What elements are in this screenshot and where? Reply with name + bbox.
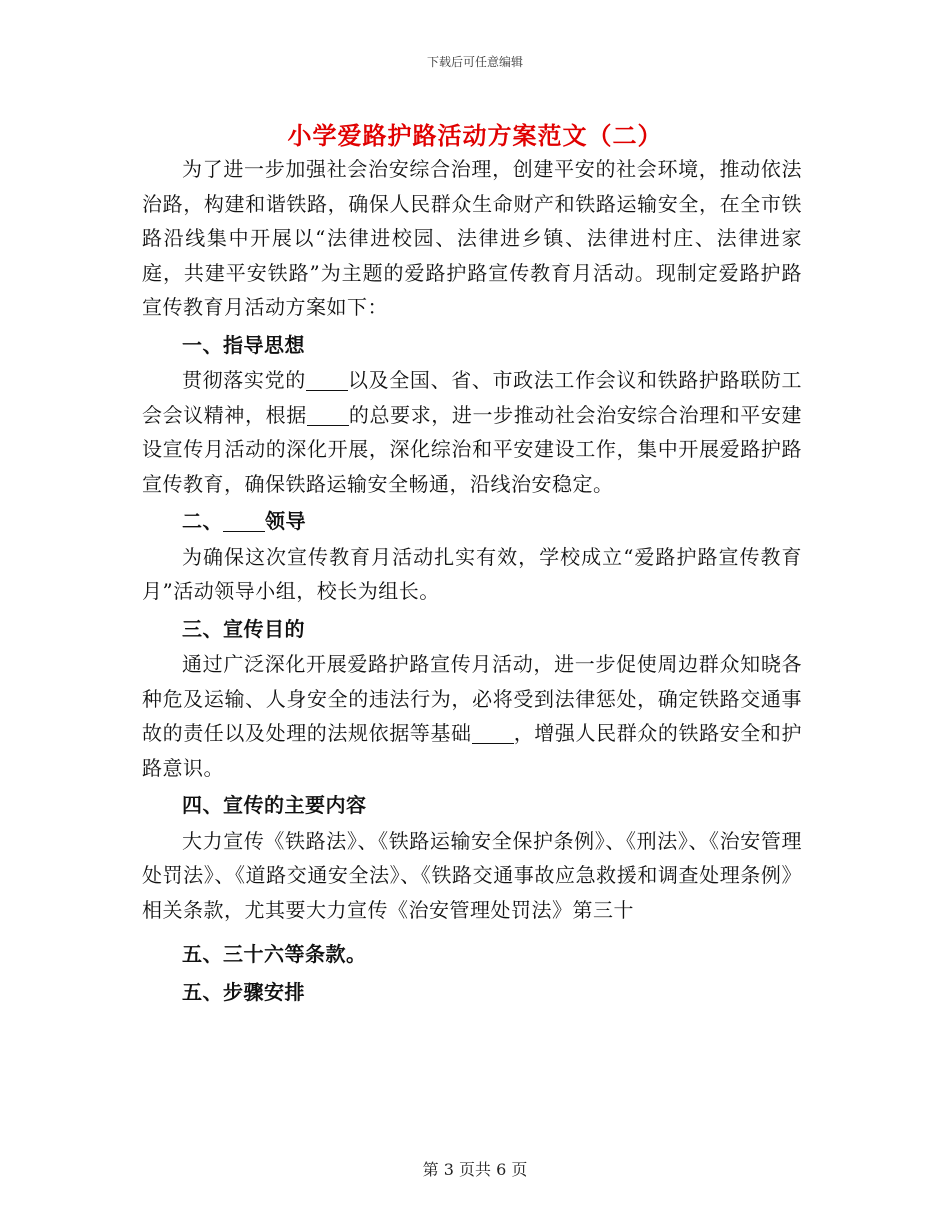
section-4-heading: 四、宣传的主要内容 (182, 793, 367, 817)
section-3-paragraph (142, 647, 802, 785)
section-3-text-a: 通过广泛深化开展爱路护路宣传月活动，进一步促使周边群众知晓各种危及运输、人身安全的违法行为，必将受到法律惩处，确定铁路交通事故的责任以及处理的法规依据等基础 (142, 652, 802, 745)
section-5b-heading: 五、步骤安排 (182, 979, 305, 1004)
header-note: 下载后可任意编辑 (426, 55, 523, 69)
fill-blank (306, 368, 348, 391)
section-2-heading-b: 领导 (265, 509, 306, 533)
section-1-heading: 一、指导思想 (182, 332, 305, 357)
section-3-text-b: ，增强人民群众的铁路安全和护路意识。 (142, 721, 803, 780)
section-2-heading-a: 二、 (182, 509, 223, 533)
section-1-paragraph (142, 363, 802, 501)
fill-blank (472, 721, 514, 744)
section-5a-heading: 五、三十六等条款。 (182, 942, 367, 966)
section-1-text-c: 的总要求，进一步推动社会治安综合治理和平安建设宣传月活动的深化开展，深化综治和平安建设工作，集中开展爱路护路宣传教育，确保铁路运输安全畅通，沿线治安稳定。 (142, 402, 803, 496)
fill-blank (223, 509, 265, 532)
intro-paragraph: 为了进一步加强社会治安综合治理，创建平安的社会环境，推动依法治路，构建和谐铁路，确保人民群众生命财产和铁路运输安全，在全市铁路沿线集中开展以“法律进校园、法律进乡镇、法律进村庄、法律进家庭，共建平安铁路”为主题的爱路护路宣传教育月活动。现制定爱路护路宣传教育月活动方案如下： (142, 157, 802, 319)
fill-blank (307, 403, 349, 426)
section-2-paragraph: 为确保这次宣传教育月活动扎实有效，学校成立“爱路护路宣传教育月”活动领导小组，校长为组长。 (142, 544, 802, 603)
page-number: 第 3 页共 6 页 (422, 1160, 528, 1179)
section-4-paragraph: 大力宣传《铁路法》、《铁路运输安全保护条例》、《刑法》、《治安管理处罚法》、《道路交通安全法》、《铁路交通事故应急救援和调查处理条例》相关条款，尤其要大力宣传《治安管理处罚法》第三十 (142, 828, 802, 922)
document-title: 小学爱路护路活动方案范文（二） (287, 121, 663, 150)
section-3-heading: 三、宣传目的 (182, 616, 305, 641)
document-body (142, 152, 802, 1010)
section-2-heading (142, 504, 802, 539)
section-1-text-a: 贯彻落实党的 (182, 368, 306, 392)
section-1-text-b: 以及全国、省、市政法工作会议和铁路护路联防工会会议精神，根据 (142, 368, 803, 427)
